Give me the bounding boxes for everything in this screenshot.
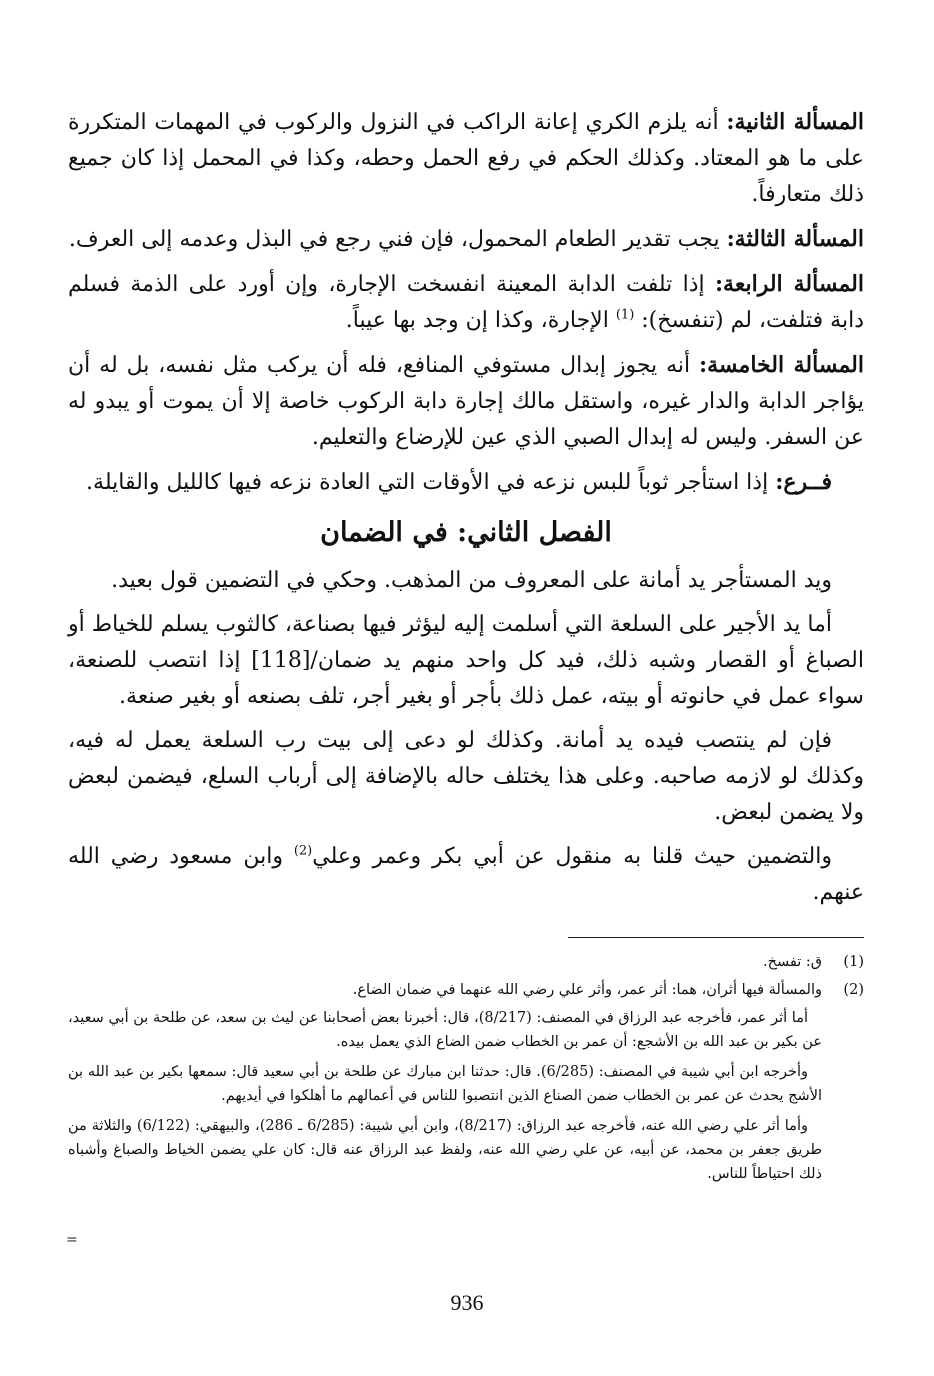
issue-three-label: المسألة الثالثة: [726, 226, 864, 252]
issue-five-text: أنه يجوز إبدال مستوفي المنافع، فله أن يركب مثل نفسه، بل له أن يؤاجر الدابة والدار غيره، واستقل مالك إجارة دابة الركوب خاصة إلا أن يموت أو يبدو له عن السفر. وليس له إبدال الصبي الذي عين للإرضاع والتعليم. [68, 353, 864, 450]
page-body [68, 104, 864, 1192]
footnote-continuation-mark: = [66, 1232, 78, 1248]
issue-two-label: المسألة الثانية: [726, 109, 864, 135]
paragraph-companions [68, 839, 864, 911]
footnote-separator [568, 937, 864, 938]
page-number: 936 [450, 1290, 484, 1315]
footnote-2-text: والمسألة فيها أثران، هما: أثر عمر، وأثر علي رضي الله عنهما في ضمان الضاع. [352, 982, 822, 998]
companions-text-before: والتضمين حيث قلنا به منقول عن أبي بكر وعمر وعلي [312, 844, 832, 869]
footnote-1 [68, 950, 864, 974]
companions-text-after: وابن مسعود رضي الله عنهم. [68, 844, 864, 905]
issue-three-paragraph [68, 221, 864, 258]
branch-text: إذا استأجر ثوباً للبس نزعه في الأوقات التي العادة نزعه فيها كالليل والقايلة. [86, 470, 776, 495]
issue-five-label: المسألة الخامسة: [699, 352, 864, 378]
paragraph-not-established: فإن لم ينتصب فيده يد أمانة. وكذلك لو دعى إلى بيت رب السلعة يعمل له فيه، وكذلك لو لازمه صاحبه. وعلى هذا يختلف حاله بالإضافة إلى أرباب السلع، فيضمن لبعض ولا يضمن لبعض. [68, 728, 864, 825]
issue-four-label: المسألة الرابعة: [714, 271, 864, 297]
issue-four-text-after: الإجارة، وكذا إن وجد بها عيباً. [345, 308, 616, 333]
footnote-1-number: (1) [843, 954, 864, 970]
footnote-ref-2: (2) [293, 843, 313, 859]
paragraph-hired-worker: أما يد الأجير على السلعة التي أسلمت إليه ليؤثر فيها بصناعة، كالثوب يسلم للخياط أو الصباغ أو القصار وشبه ذلك، فيد كل واحد منهم يد ضمان/[118] إذا انتصب للصنعة، سواء عمل في حانوته أو بيته، عمل ذلك بأجر أو بغير أجر، تلف بصنعه أو بغير صنعة. [68, 612, 864, 709]
branch-paragraph [68, 464, 864, 501]
footnote-2-number: (2) [843, 982, 864, 998]
footnote-ref-1: (1) [615, 307, 635, 323]
branch-label: فــرع: [775, 469, 832, 495]
issue-five-paragraph [68, 347, 864, 456]
issue-three-text: يجب تقدير الطعام المحمول، فإن فني رجع في البذل وعدمه إلى العرف. [68, 227, 727, 252]
issue-two-text: أنه يلزم الكري إعانة الراكب في النزول والركوب في المهمات المتكررة على ما هو المعتاد. وكذلك الحكم في رفع الحمل وحطه، وكذا في المحمل إذا كان جميع ذلك متعارفاً. [68, 110, 864, 207]
footnote-2-ali: وأما أثر علي رضي الله عنه، فأخرجه عبد الرزاق: (8/217)، وابن أبي شيبة: (6/285 ـ 286)، والبيهقي: (6/122) والثلاثة من طريق جعفر بن محمد، عن أبيه، عن علي رضي الله عنه، ولفظ عبد الرزاق عنه قال: كان علي يضمن الخياط والصباغ وأشباه ذلك احتياطاً للناس. [68, 1118, 822, 1182]
footnote-2-umar-ibn-abi-shaybah: وأخرجه ابن أبي شيبة في المصنف: (6/285). قال: حدثنا ابن مبارك عن طلحة بن أبي سعيد قال: سمعها بكير بن عبد الله بن الأشج يحدث عن عمر بن الخطاب ضمن الصناع الذين انتصبوا للناس في أعمالهم ما أهلكوا في أيديهم. [68, 1064, 822, 1104]
chapter-title: الفصل الثاني: في الضمان [320, 517, 612, 548]
footnote-1-text: ق: تفسخ. [762, 954, 822, 970]
paragraph-hand-of-lessee: ويد المستأجر يد أمانة على المعروف من المذهب. وحكي في التضمين قول بعيد. [111, 568, 832, 593]
footnote-2 [68, 978, 864, 1002]
issue-four-paragraph [68, 266, 864, 339]
issue-two-paragraph [68, 104, 864, 213]
issue-four-text-before: إذا تلفت الدابة المعينة انفسخت الإجارة، وإن أورد على الذمة فسلم دابة فتلفت، لم (تنفسخ): [68, 272, 864, 333]
footnote-2-umar-abdulrazzaq: أما أثر عمر، فأخرجه عبد الرزاق في المصنف: (8/217)، قال: أخبرنا بعض أصحابنا عن ليث بن سعد، عن طلحة بن أبي سعيد، عن بكير بن عبد الله بن الأشجع: أن عمر بن الخطاب ضمن الضاع الذي يعمل بيده. [68, 1010, 822, 1050]
